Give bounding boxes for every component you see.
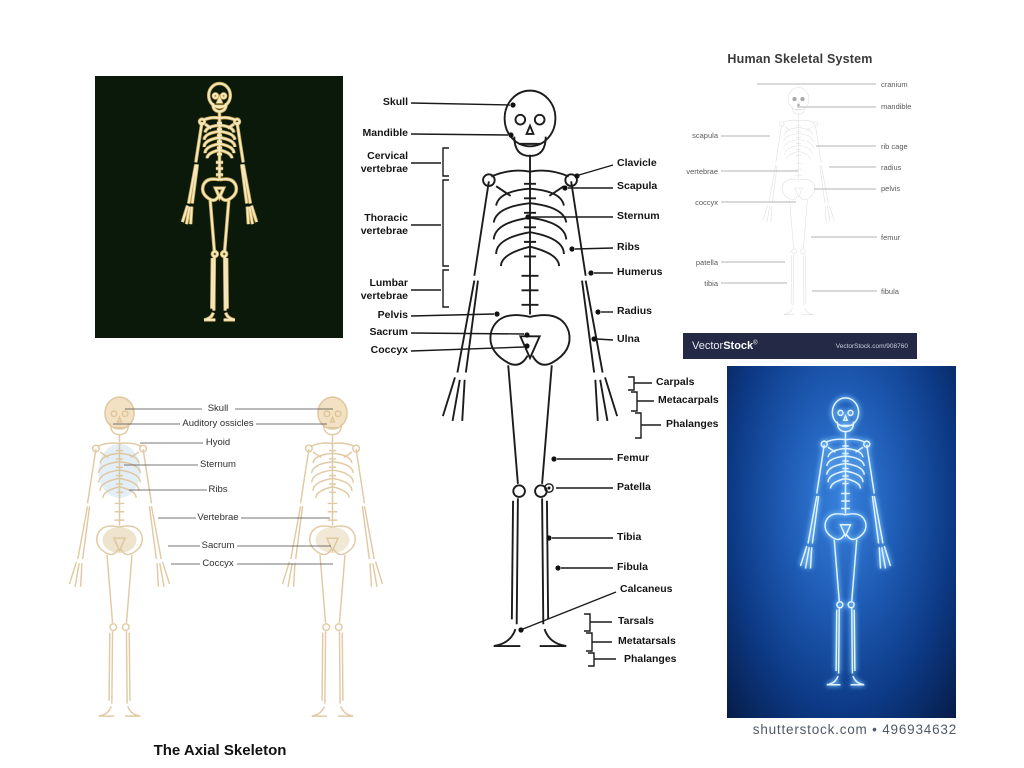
vs-label-cranium: cranium <box>881 80 908 89</box>
label-ribs: Ribs <box>617 241 640 253</box>
vs-label-patella: patella <box>695 258 718 267</box>
label-phalanges-foot: Phalanges <box>624 653 677 665</box>
shutterstock-credit: shutterstock.com • 496934632 <box>752 722 957 737</box>
vs-label-vertebrae: vertebrae <box>686 167 718 176</box>
label-mandible: Mandible <box>362 127 408 139</box>
skeleton-3d-figure <box>182 84 256 320</box>
label-humerus: Humerus <box>617 266 663 278</box>
label-patella: Patella <box>617 481 651 493</box>
label-phalanges-hand: Phalanges <box>666 418 719 430</box>
label-radius: Radius <box>617 305 653 317</box>
label-coccyx: Coccyx <box>370 344 408 356</box>
label-clavicle: Clavicle <box>617 157 657 169</box>
ax-label-sacrum: Sacrum <box>201 540 235 551</box>
label-lumbar-vertebrae: Lumbar vertebrae <box>360 277 408 302</box>
label-femur: Femur <box>617 452 650 464</box>
label-skull: Skull <box>382 96 408 108</box>
label-calcaneus: Calcaneus <box>620 583 673 595</box>
skeleton-line-diagram <box>443 91 617 646</box>
label-sacrum: Sacrum <box>369 326 408 338</box>
vs-label-coccyx: coccyx <box>695 198 718 207</box>
label-fibula: Fibula <box>617 561 648 573</box>
label-sternum: Sternum <box>617 210 660 222</box>
vs-label-pelvis: pelvis <box>881 184 901 193</box>
axial-title: The Axial Skeleton <box>153 742 287 759</box>
vectorstock-logo: VectorStock® <box>692 340 758 352</box>
vs-label-tibia: tibia <box>704 279 718 288</box>
vs-label-fibula: fibula <box>881 287 899 296</box>
label-metacarpals: Metacarpals <box>658 394 719 406</box>
label-tarsals: Tarsals <box>618 615 654 627</box>
label-thoracic-vertebrae: Thoracic vertebrae <box>360 212 408 237</box>
vs-label-femur: femur <box>881 233 901 242</box>
label-tibia: Tibia <box>617 531 642 543</box>
skeleton-faint-figure <box>763 87 834 314</box>
label-scapula: Scapula <box>617 180 658 192</box>
vs-label-radius: radius <box>881 163 902 172</box>
skeleton-xray-figure <box>801 398 891 685</box>
ax-label-hyoid: Hyoid <box>205 437 231 448</box>
ax-label-vertebrae: Vertebrae <box>197 512 239 523</box>
label-ulna: Ulna <box>617 333 640 345</box>
vs-label-mandible: mandible <box>881 102 912 111</box>
vectorstock-title: Human Skeletal System <box>727 52 873 66</box>
ax-label-ribs: Ribs <box>208 484 228 495</box>
ax-label-auditory-ossicles: Auditory ossicles <box>182 418 254 429</box>
vs-label-scapula: scapula <box>692 131 718 140</box>
label-metatarsals: Metatarsals <box>618 635 676 647</box>
ax-label-sternum: Sternum <box>200 459 236 470</box>
ax-label-coccyx: Coccyx <box>202 558 234 569</box>
label-pelvis: Pelvis <box>377 309 408 321</box>
label-cervical-vertebrae: Cervical vertebrae <box>360 150 408 175</box>
vectorstock-leader-lines <box>721 84 877 291</box>
label-carpals: Carpals <box>656 376 695 388</box>
ax-label-skull: Skull <box>207 403 229 414</box>
vectorstock-url: VectorStock.com/908760 <box>835 342 908 350</box>
vs-label-ribcage: rib cage <box>881 142 908 151</box>
